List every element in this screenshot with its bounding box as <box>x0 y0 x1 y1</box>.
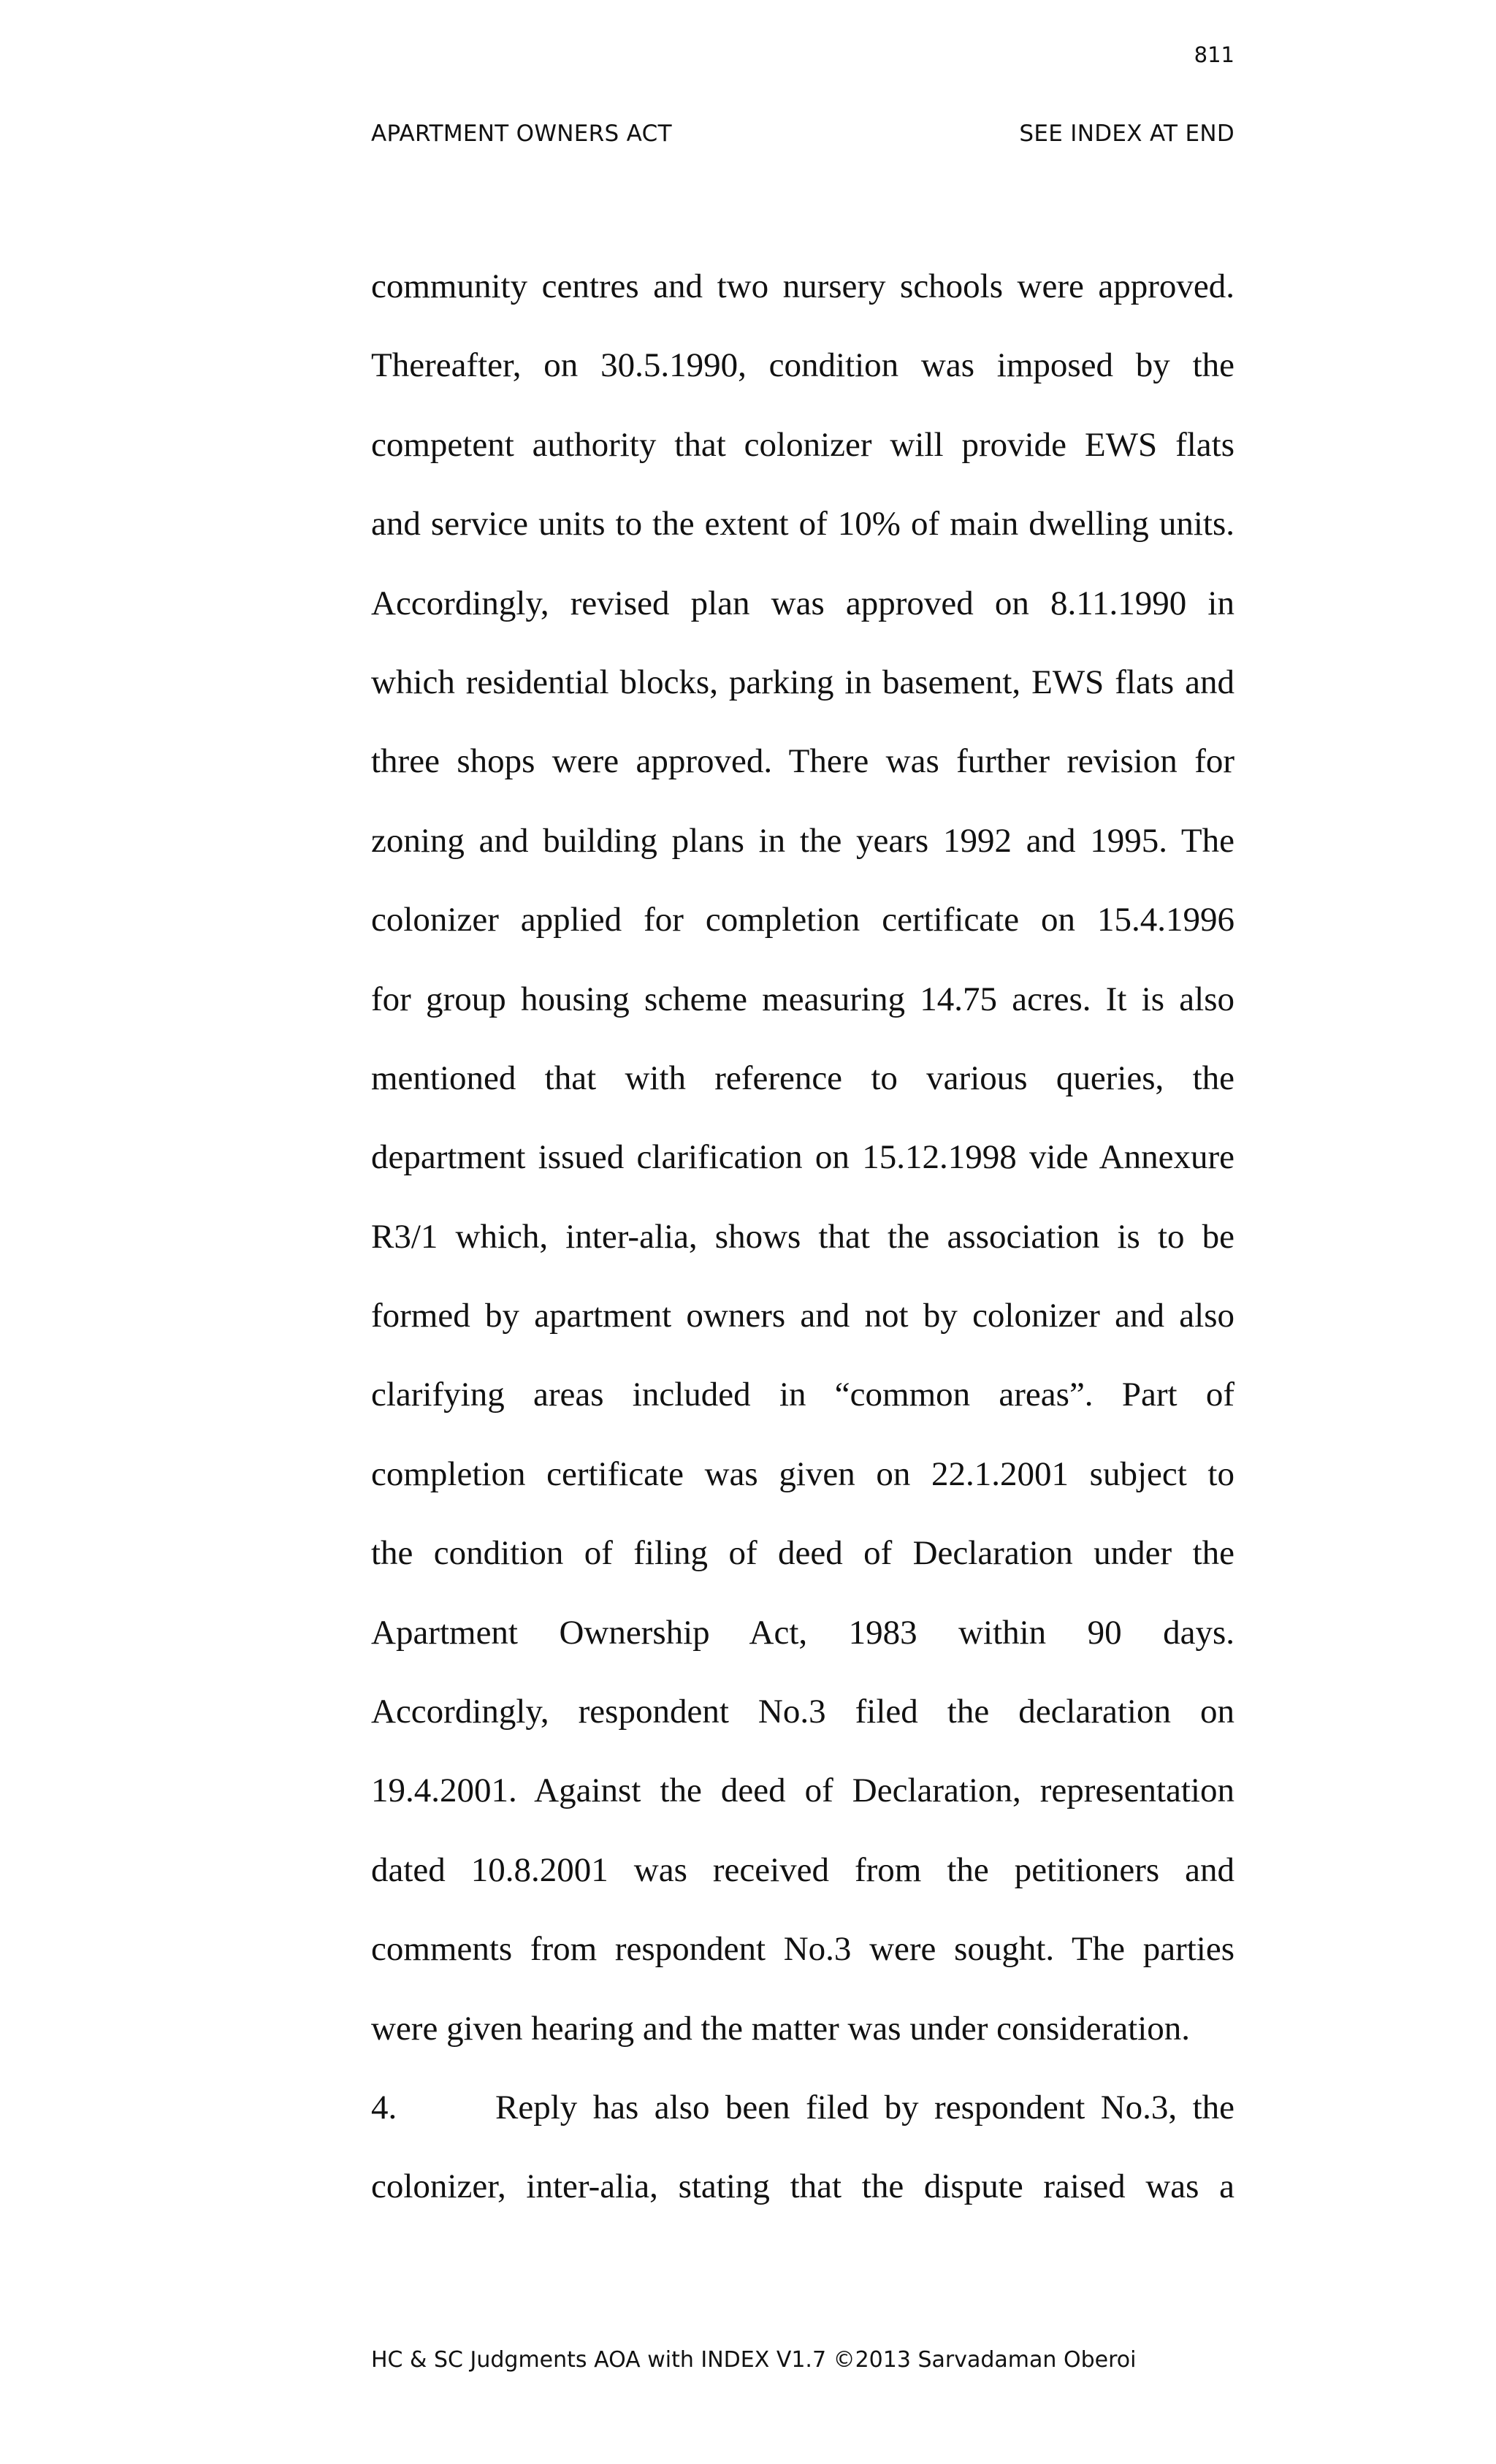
text-line: competent authority that colonizer will provide EWS flats <box>371 425 1234 464</box>
paragraph-end-line: were given hearing and the matter was under consideration. <box>371 2009 1191 2048</box>
text-line: three shops were approved. There was further revision for <box>371 742 1234 781</box>
text-line: Accordingly, revised plan was approved on 8.11.1990 in <box>371 584 1234 622</box>
text-line: mentioned that with reference to various queries, the <box>371 1059 1234 1097</box>
text-line: the condition of filing of deed of Declaration under the <box>371 1534 1234 1573</box>
text-line: Accordingly, respondent No.3 filed the declaration on <box>371 1693 1234 1731</box>
text-line: 19.4.2001. Against the deed of Declaration, representation <box>371 1771 1234 1810</box>
text-line: completion certificate was given on 22.1.2001 subject to <box>371 1454 1234 1493</box>
paragraph-4-text: Reply has also been filed by respondent No.3, the <box>495 2088 1234 2127</box>
text-line: R3/1 which, inter-alia, shows that the association is to be <box>371 1217 1234 1256</box>
page-footer: HC & SC Judgments AOA with INDEX V1.7 ©2013 Sarvadaman Oberoi <box>371 2347 1137 2373</box>
text-line: clarifying areas included in “common areas”. Part of <box>371 1376 1234 1414</box>
running-header-index-note: SEE INDEX AT END <box>1019 121 1234 147</box>
text-line: dated 10.8.2001 was received from the petitioners and <box>371 1850 1234 1889</box>
text-line: Apartment Ownership Act, 1983 within 90 days. <box>371 1613 1234 1652</box>
text-line: colonizer applied for completion certificate on 15.4.1996 <box>371 901 1234 939</box>
paragraph-number: 4. <box>371 2088 397 2127</box>
text-line: comments from respondent No.3 were sought. The parties <box>371 1930 1234 1969</box>
text-line: department issued clarification on 15.12.1998 vide Annexure <box>371 1138 1234 1177</box>
page-number: 811 <box>1194 42 1234 67</box>
text-line: Thereafter, on 30.5.1990, condition was imposed by the <box>371 346 1234 385</box>
text-line: colonizer, inter-alia, stating that the dispute raised was a <box>371 2167 1234 2206</box>
document-body <box>371 264 1234 2244</box>
running-header-title: APARTMENT OWNERS ACT <box>371 121 672 147</box>
text-line: formed by apartment owners and not by colonizer and also <box>371 1297 1234 1335</box>
text-line: for group housing scheme measuring 14.75 acres. It is also <box>371 980 1234 1018</box>
text-line: which residential blocks, parking in basement, EWS flats and <box>371 663 1234 701</box>
paragraph-4-first-line <box>371 2086 1234 2164</box>
text-line: zoning and building plans in the years 1992 and 1995. The <box>371 821 1234 860</box>
text-line: community centres and two nursery schools were approved. <box>371 267 1234 305</box>
text-line: and service units to the extent of 10% of main dwelling units. <box>371 505 1234 543</box>
